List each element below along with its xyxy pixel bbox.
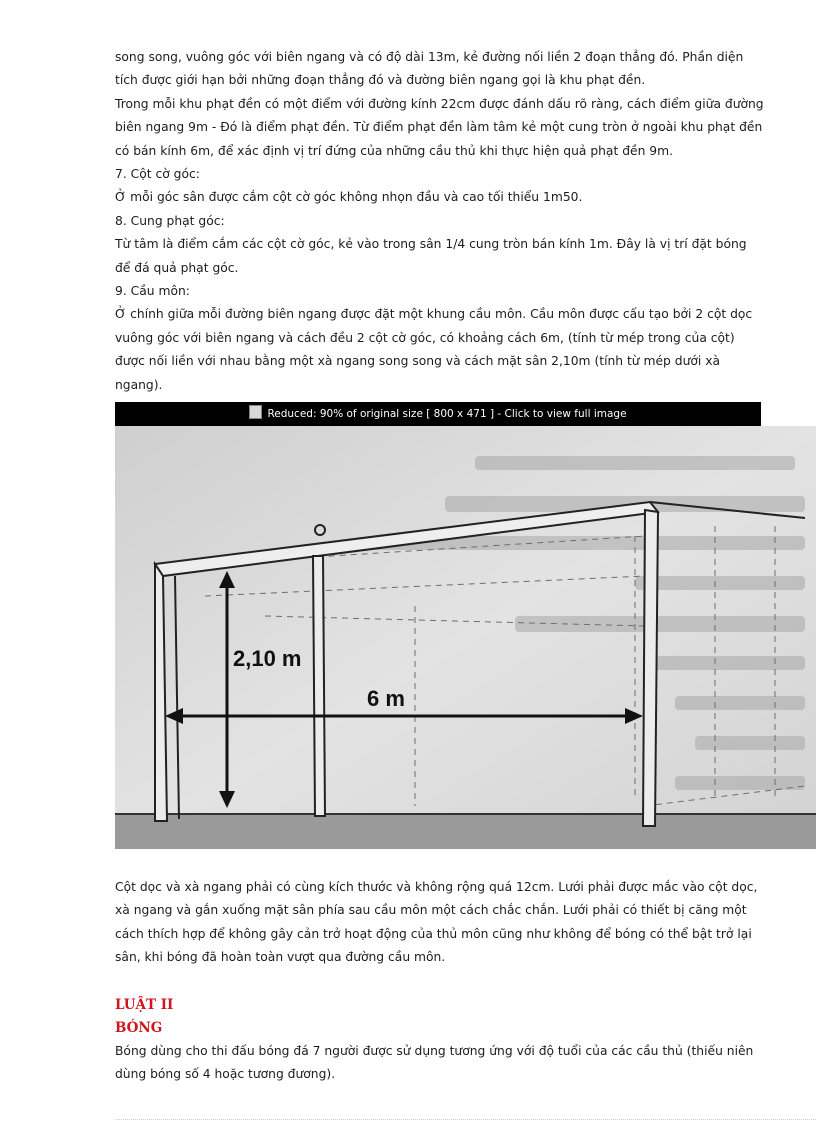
paragraph-penalty-spot: Trong mỗi khu phạt đền có một điểm với đường kính 22cm được đánh dấu rõ ràng, cách điểm giữa đường biên ngang 9m - Đó là điểm phạt đền. Từ điểm phạt đền làm tâm kẻ một cung tròn ở ngoài khu phạt đền có bán kính 6m, để xác định vị trí đứng của những cầu thủ khi thực hiện quả phạt đền 9m.: [115, 96, 764, 158]
paragraph-posts-net: Cột dọc và xà ngang phải có cùng kích thước và không rộng quá 12cm. Lưới phải được mắc vào cột dọc, xà ngang và gắn xuống mặt sân phía sau cầu môn một cách chắc chắn. Lưới phải có thiết bị căng một cách thích hợp để không gây cản trở hoạt động của thủ môn cũng như không để bóng có thể bật trở lại sân, khi bóng đã hoàn toàn vượt qua đường cầu môn.: [115, 880, 758, 965]
right-post: [643, 510, 658, 826]
width-label: 6 m: [367, 686, 405, 711]
law-title: LUẬT II: [115, 997, 174, 1013]
law-section: [115, 994, 765, 1087]
heading-goal: 9. Cầu môn:: [115, 284, 190, 299]
paragraph-corner-flag: Ở mỗi góc sân được cắm cột cờ góc không nhọn đầu và cao tối thiểu 1m50.: [115, 190, 583, 205]
heading-corner-arc: 8. Cung phạt góc:: [115, 213, 225, 228]
paragraph-penalty-area: song song, vuông góc với biên ngang và có độ dài 13m, kẻ đường nối liền 2 đoạn thẳng đó. Phần diện tích được giới hạn bởi những đoạn thẳng đó và đường biên ngang gọi là khu phạt đền.: [115, 50, 744, 88]
law-subtitle: BÓNG: [115, 1020, 163, 1036]
footer-divider: [115, 1119, 816, 1120]
goal-diagram-image[interactable]: [115, 426, 816, 849]
heading-corner-flag: 7. Cột cờ góc:: [115, 167, 200, 182]
banner-text: Reduced: 90% of original size [ 800 x 471 ] - Click to view full image: [267, 408, 627, 420]
image-icon: [249, 405, 262, 419]
paragraph-corner-arc: Từ tâm là điểm cắm các cột cờ góc, kẻ vào trong sân 1/4 cung tròn bán kính 1m. Đây là vị trí đặt bóng để đá quả phạt góc.: [115, 237, 747, 275]
article-top: [115, 46, 765, 397]
reduced-image-banner[interactable]: [115, 402, 761, 426]
goal-figure[interactable]: [115, 402, 816, 849]
article-after-figure: [115, 876, 765, 970]
paragraph-goal: Ở chính giữa mỗi đường biên ngang được đặt một khung cầu môn. Cầu môn được cấu tạo bởi 2 cột dọc vuông góc với biên ngang và cách đều 2 cột cờ góc, có khoảng cách 6m, (tính từ mép trong của cột) được nối liền với nhau bằng một xà ngang song song và cách mặt sân 2,10m (tính từ mép dưới xà ngang).: [115, 307, 753, 392]
middle-post: [313, 556, 325, 816]
ground: [115, 814, 816, 849]
height-label: 2,10 m: [233, 646, 302, 671]
law-body: Bóng dùng cho thi đấu bóng đá 7 người được sử dụng tương ứng với độ tuổi của các cầu thủ (thiếu niên dùng bóng số 4 hoặc tương đương).: [115, 1044, 754, 1082]
